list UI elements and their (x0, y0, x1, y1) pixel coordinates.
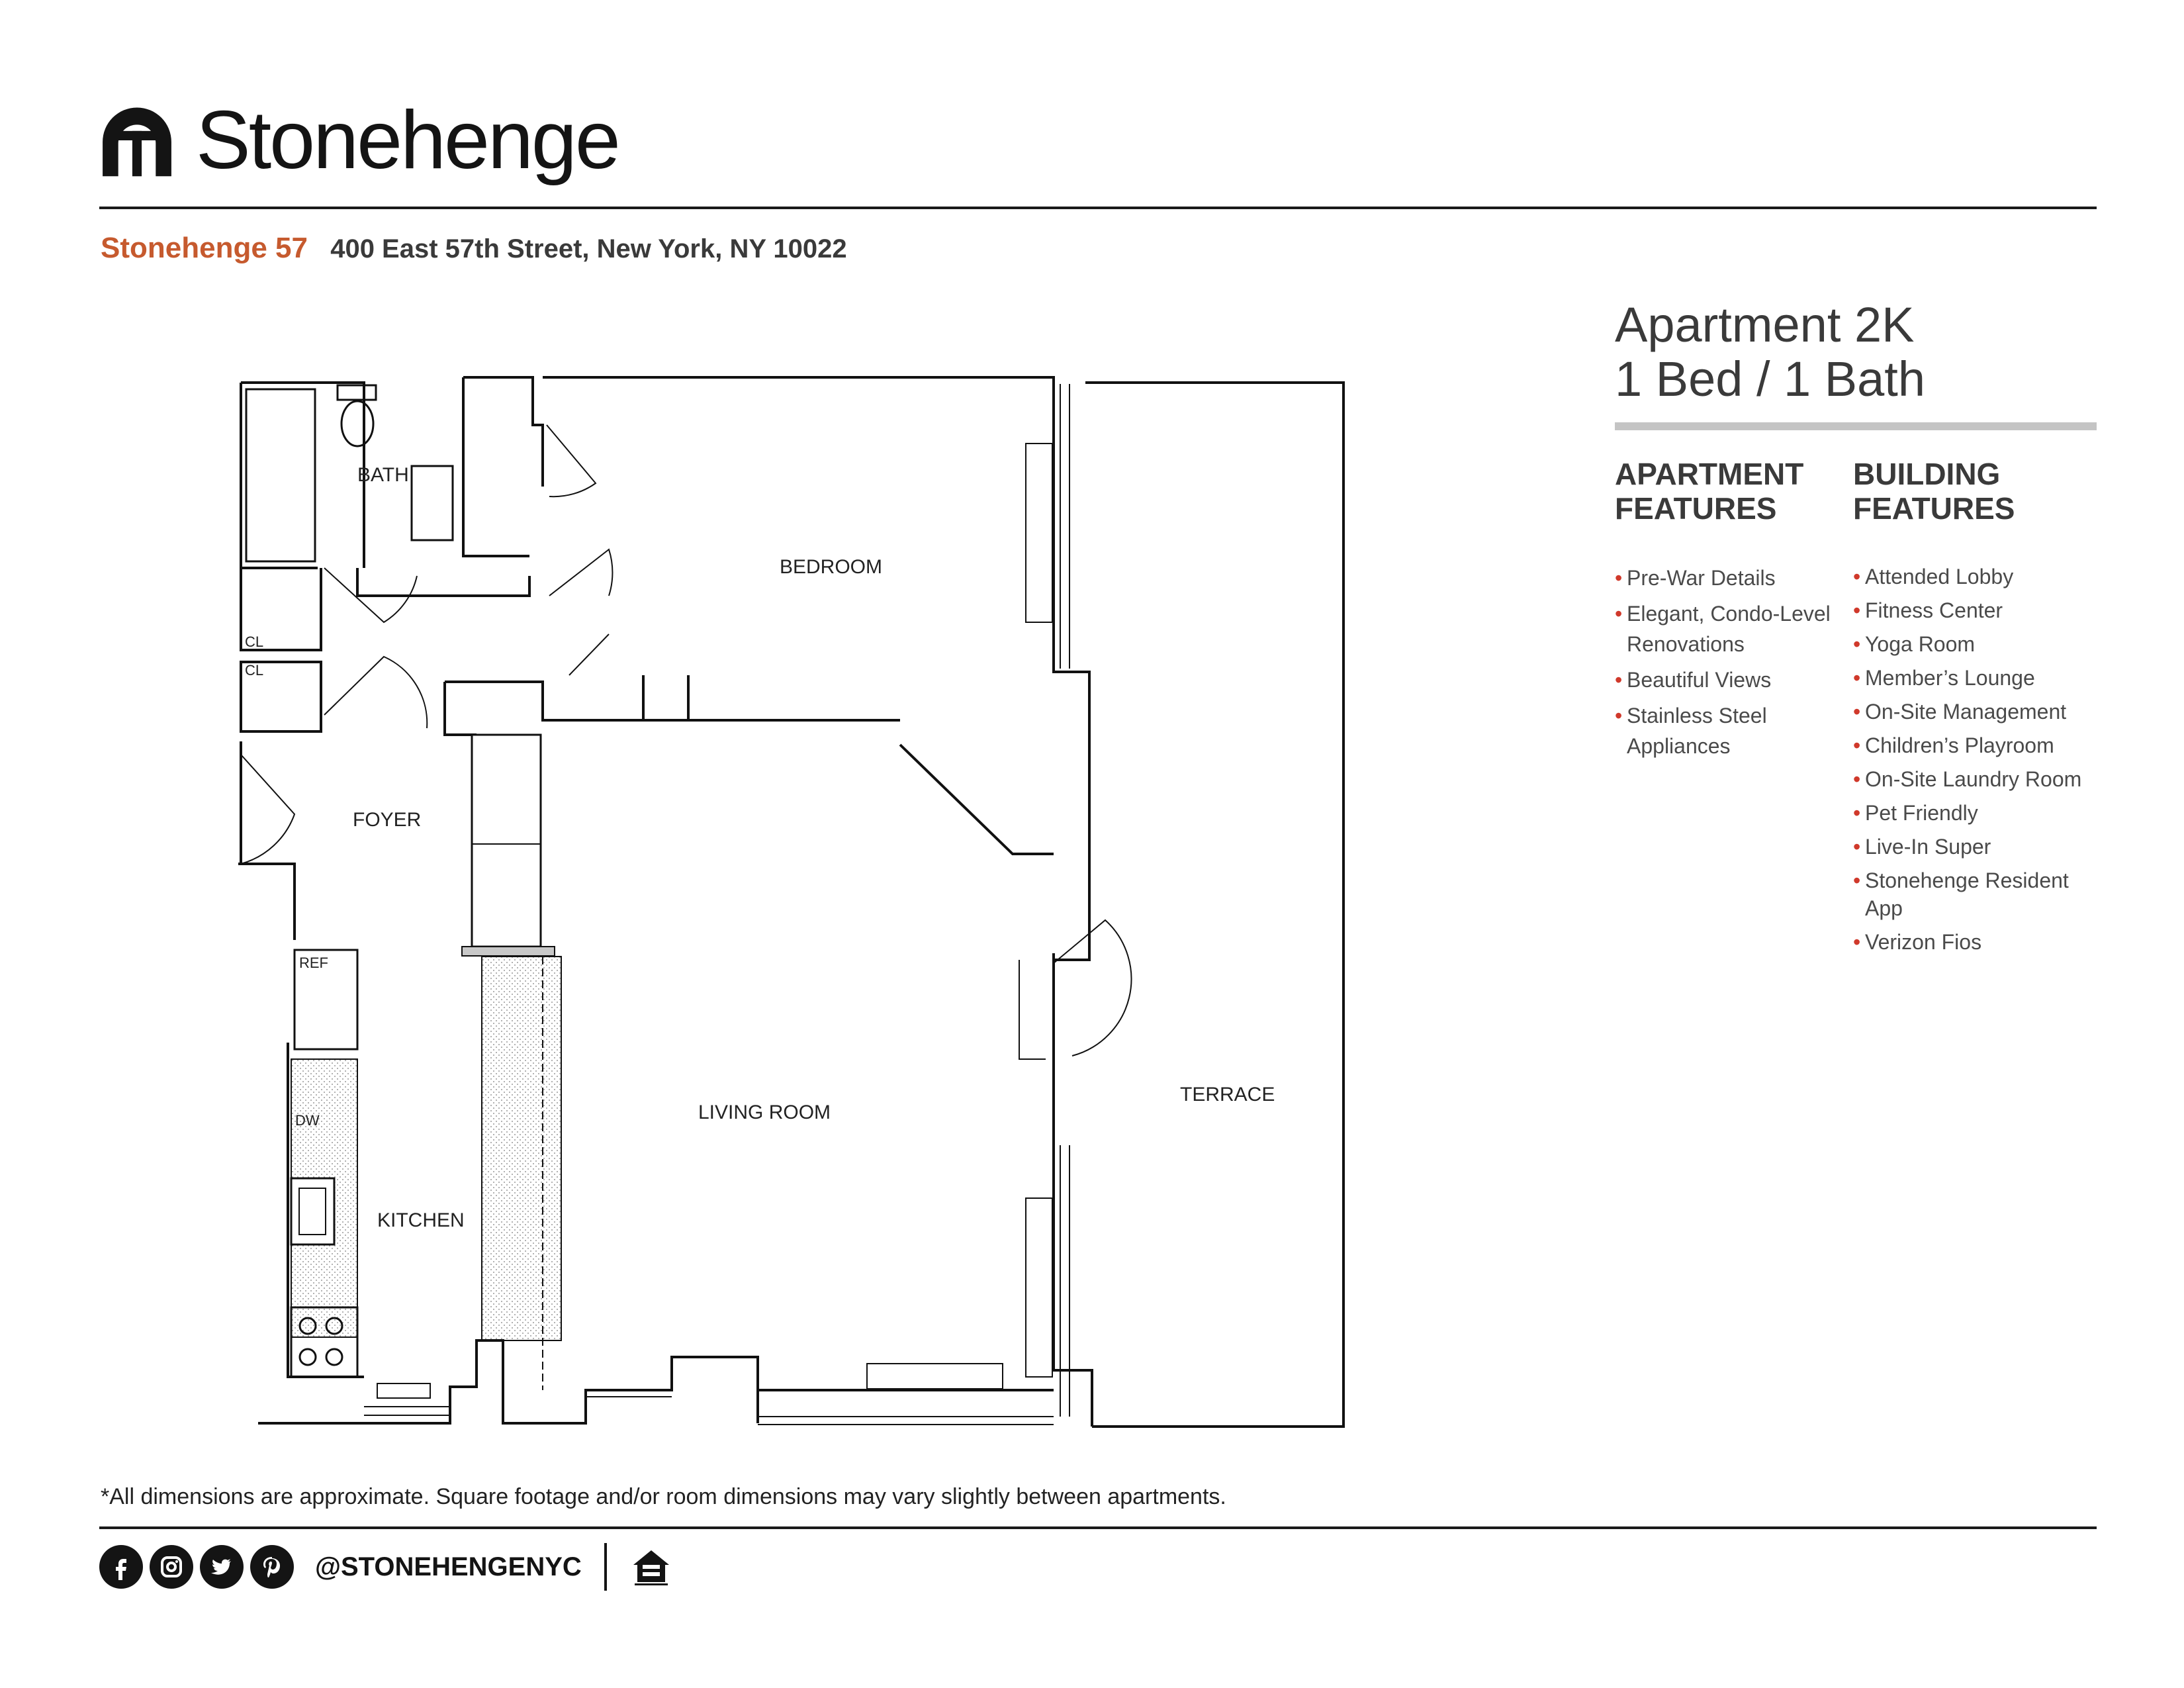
terrace-door (1054, 920, 1131, 1056)
hall-pass-through (472, 735, 541, 947)
bedroom-bottom-wall (445, 682, 900, 720)
bathtub (246, 389, 315, 561)
property-name: Stonehenge 57 (101, 232, 308, 264)
building-features (1853, 457, 2098, 962)
list-item: • Yoga Room (1853, 630, 2098, 658)
list-item: • Pet Friendly (1853, 799, 2098, 827)
list-item: • Beautiful Views (1615, 665, 1846, 695)
twitter-icon[interactable] (200, 1545, 244, 1589)
list-item: • On-Site Management (1853, 698, 2098, 726)
bath-left-wall (241, 383, 318, 568)
living-east-wall (1054, 953, 1092, 1427)
building-features-heading-line2: FEATURES (1853, 491, 2015, 526)
bedroom-door-jamb (643, 675, 688, 720)
room-label-kitchen: KITCHEN (377, 1209, 465, 1231)
fixture-label-closet-2: CL (245, 662, 264, 679)
entry-door (241, 755, 295, 864)
disclaimer: *All dimensions are approximate. Square footage and/or room dimensions may vary slightly between apartments. (101, 1484, 1226, 1509)
closet-door (547, 425, 596, 496)
list-item: • Verizon Fios (1853, 928, 2098, 956)
room-label-bedroom: BEDROOM (780, 556, 883, 578)
footer-rule (99, 1526, 2097, 1529)
kitchen-counter (291, 950, 357, 1377)
bedroom-door-2 (569, 634, 609, 675)
kitchen-island (482, 957, 561, 1340)
toilet (341, 401, 373, 446)
doors (241, 425, 1131, 1059)
south-wall (258, 1340, 758, 1423)
walls (238, 377, 1343, 1427)
brand-logo (98, 95, 619, 186)
apartment-features-heading-line1: APARTMENT (1615, 457, 1804, 491)
unit-title-underline (1615, 422, 2097, 430)
foyer-wall-stub (445, 682, 477, 735)
room-label-bath: BATH (357, 464, 409, 486)
instagram-icon[interactable] (150, 1545, 193, 1589)
list-item: • Fitness Center (1853, 596, 2098, 624)
list-item: • Member’s Lounge (1853, 664, 2098, 692)
apartment-features (1615, 457, 1846, 767)
counter-cap (462, 947, 555, 956)
living-south-window (758, 1417, 1054, 1425)
list-item: • Pre-War Details (1615, 563, 1846, 593)
bedroom-door (549, 549, 612, 596)
fixture-label-closet-1: CL (245, 633, 264, 650)
fixture-label-refrigerator: REF (299, 955, 328, 971)
room-label-living-room: LIVING ROOM (698, 1102, 831, 1123)
list-item: • Elegant, Condo-Level Renovations (1615, 598, 1846, 659)
building-features-heading-line1: BUILDING (1853, 457, 2001, 491)
property-line (101, 232, 847, 265)
stonehenge-logo-icon (98, 101, 176, 179)
apartment-features-heading-line2: FEATURES (1615, 491, 1777, 526)
equal-housing-icon (629, 1545, 673, 1589)
terrace-door-frame (1019, 960, 1046, 1059)
brand-name: Stonehenge (196, 95, 619, 186)
closet-door-2 (324, 657, 427, 728)
apartment-features-list (1615, 563, 1846, 761)
vanity (412, 466, 453, 540)
building-features-list (1853, 563, 2098, 956)
apartment-features-heading (1615, 457, 1846, 526)
list-item: • Live-In Super (1853, 833, 2098, 861)
list-item: • Children’s Playroom (1853, 731, 2098, 759)
entry-wall (238, 864, 295, 940)
kitchen-window (364, 1407, 450, 1415)
unit-title: Apartment 2K (1615, 297, 1915, 352)
pinterest-icon[interactable] (250, 1545, 294, 1589)
hall-structure (462, 735, 561, 1390)
bath-fixtures (246, 385, 453, 561)
column-wall (463, 377, 543, 487)
room-label-terrace: TERRACE (1180, 1084, 1275, 1105)
room-label-foyer: FOYER (353, 809, 422, 831)
list-item: • On-Site Laundry Room (1853, 765, 2098, 793)
footer-divider (604, 1543, 607, 1591)
header-rule (99, 207, 2097, 209)
list-item: • Stainless Steel Appliances (1615, 700, 1846, 761)
social-handle[interactable]: @STONEHENGENYC (315, 1552, 582, 1581)
footer (99, 1537, 673, 1597)
facebook-icon[interactable] (99, 1545, 143, 1589)
living-window (1060, 1145, 1069, 1417)
floor-plan (225, 357, 1350, 1443)
bath-bottom-wall (357, 568, 529, 596)
building-features-heading (1853, 457, 2098, 526)
fixture-label-dishwasher: DW (295, 1112, 320, 1129)
property-address: 400 East 57th Street, New York, NY 10022 (330, 234, 847, 263)
terrace-outline (1085, 383, 1343, 1427)
list-item: • Stonehenge Resident App (1853, 867, 2098, 922)
unit-title-block (1615, 298, 1925, 406)
unit-layout: 1 Bed / 1 Bath (1615, 352, 1926, 406)
bedroom-wall (543, 377, 1089, 960)
angled-wall (900, 745, 1054, 854)
bedroom-window (1060, 384, 1069, 669)
column-wall-left (463, 377, 529, 556)
list-item: • Attended Lobby (1853, 563, 2098, 590)
windows (364, 384, 1069, 1425)
